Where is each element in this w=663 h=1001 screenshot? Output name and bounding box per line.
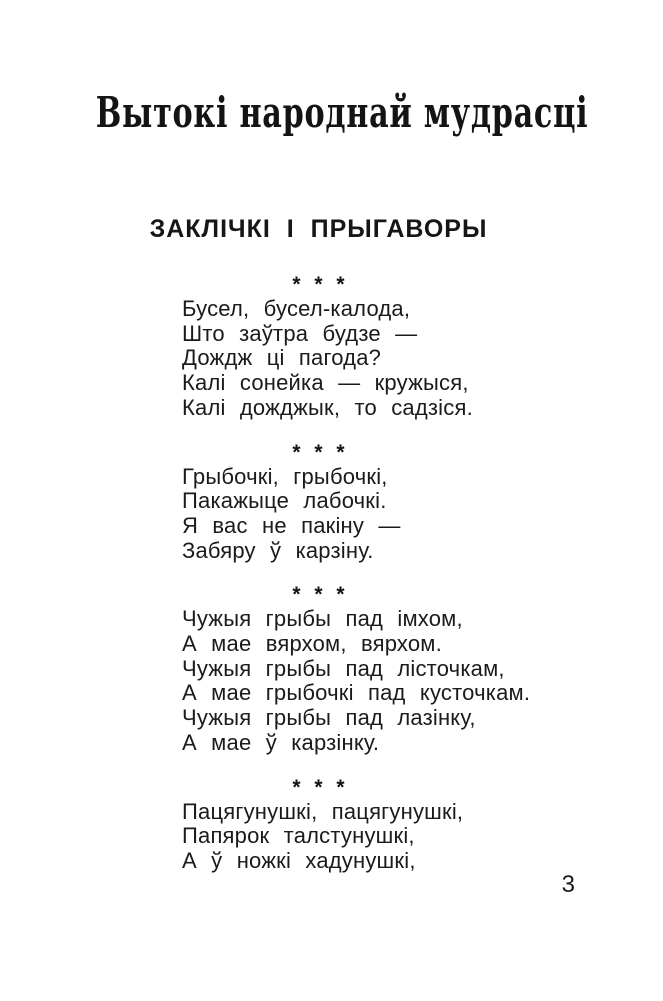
- poem-line: Грыбочкі, грыбочкі,: [182, 463, 388, 489]
- poem-line: Забяру ў карзіну.: [182, 537, 374, 563]
- poem-line: Пацягунушкі, пацягунушкі,: [182, 798, 464, 824]
- separator-stars-3: * * *: [292, 583, 349, 607]
- poem-line: Чужыя грыбы пад лісточкам,: [182, 655, 505, 681]
- separator-stars-2: * * *: [292, 440, 349, 464]
- poem-line: Калі сонейка — кружыся,: [182, 370, 469, 396]
- separator-stars-4: * * *: [292, 775, 349, 799]
- separator-stars-1: * * *: [292, 273, 349, 296]
- poem-line: Чужыя грыбы пад імхом,: [182, 606, 463, 632]
- section-heading: ЗАКЛІЧКІ І ПРЫГАВОРЫ: [149, 215, 488, 243]
- poems-content: [0, 272, 663, 874]
- poem-line: А мае ў карзінку.: [182, 729, 380, 755]
- poem-3: [0, 607, 663, 755]
- poem-line: Чужыя грыбы пад лазінку,: [182, 705, 476, 731]
- poem-line: А мае вярхом, вярхом.: [182, 631, 442, 657]
- poem-line: Дождж ці пагода?: [182, 345, 382, 371]
- poem-line: Што заўтра будзе —: [182, 320, 418, 346]
- poem-line: Пакажыце лабочкі.: [182, 488, 387, 514]
- page-number: 3: [561, 871, 575, 898]
- book-title: [0, 90, 641, 136]
- poem-2: [0, 465, 663, 564]
- poem-line: Папярок талстунушкі,: [182, 823, 415, 849]
- poem-4: [0, 800, 663, 874]
- poem-line: Калі дожджык, то садзіся.: [182, 394, 473, 420]
- poem-1: [0, 297, 663, 421]
- poem-line: А ў ножкі хадунушкі,: [182, 847, 416, 873]
- poem-line: Бусел, бусел-калода,: [182, 296, 411, 321]
- poem-line: Я вас не пакіну —: [182, 512, 401, 538]
- book-title-text: Вытокі народнай мудрасці: [95, 88, 589, 137]
- poem-line: А мае грыбочкі пад кусточкам.: [182, 680, 531, 706]
